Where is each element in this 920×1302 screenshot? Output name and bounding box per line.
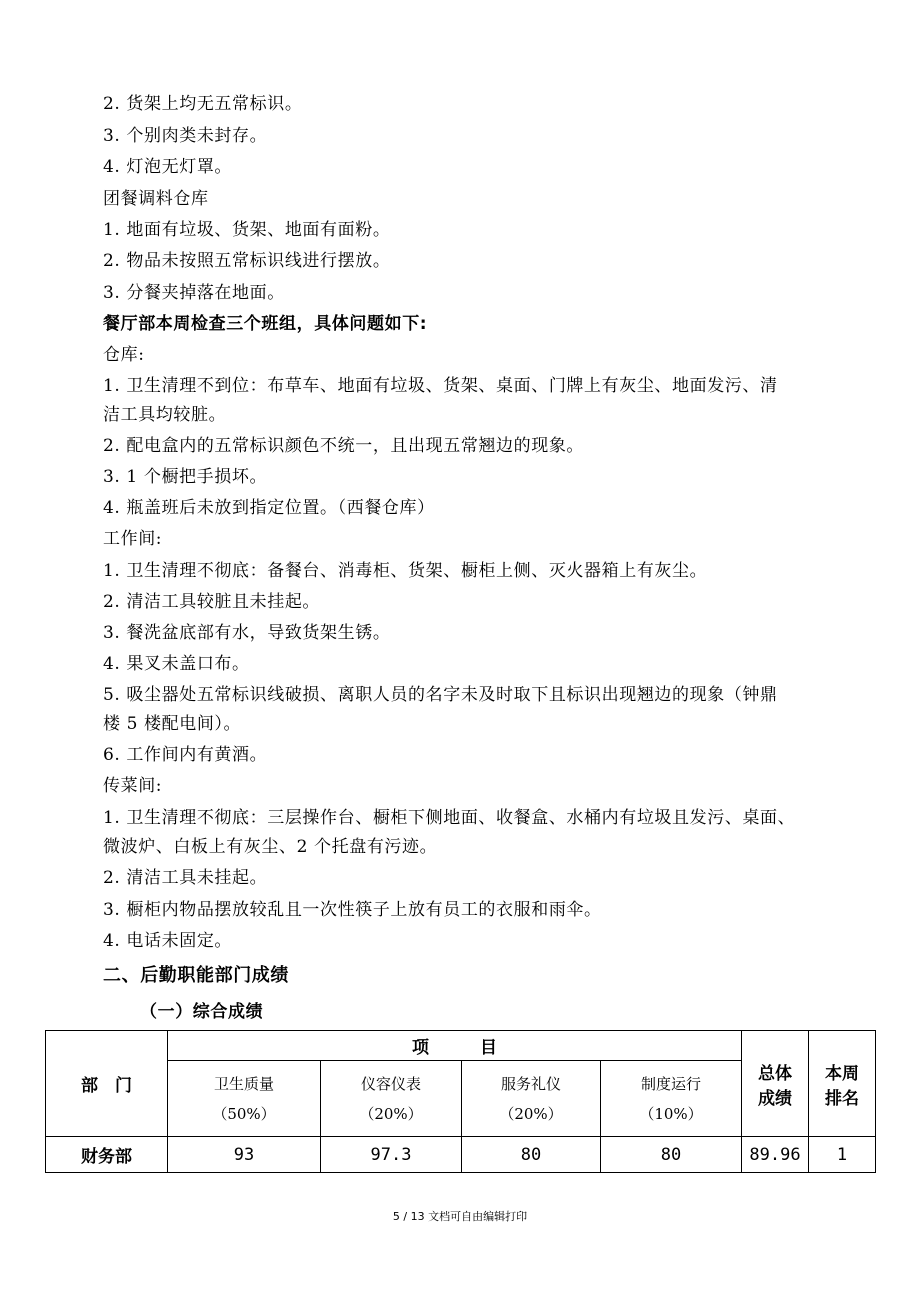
text-line: 洁工具均较脏。 [103, 405, 227, 425]
text-line: 3. 分餐夹掉落在地面。 [103, 283, 285, 303]
text-line: 4. 灯泡无灯罩。 [103, 157, 233, 177]
text-line: 微波炉、白板上有灰尘、2 个托盘有污迹。 [103, 837, 438, 857]
total-header-line1: 总体 [758, 1063, 792, 1084]
text-line: 楼 5 楼配电间）。 [103, 714, 242, 734]
text-line: 2. 清洁工具未挂起。 [103, 868, 268, 888]
score-cell: 97.3 [321, 1137, 462, 1173]
item-header [462, 1061, 601, 1137]
rank-header [809, 1031, 876, 1137]
item-header [168, 1061, 321, 1137]
text-line: 4. 瓶盖班后未放到指定位置。（西餐仓库） [103, 498, 435, 518]
rank-header-line1: 本周 [825, 1063, 859, 1084]
scores-table [45, 1030, 876, 1173]
text-line: 工作间: [103, 529, 163, 549]
bold-heading: 餐厅部本周检查三个班组，具体问题如下: [103, 314, 428, 334]
text-line: 1. 地面有垃圾、货架、地面有面粉。 [103, 220, 391, 240]
text-line: 传菜间: [103, 776, 163, 796]
item-header [601, 1061, 742, 1137]
text-line: 1. 卫生清理不到位：布草车、地面有垃圾、货架、桌面、门牌上有灰尘、地面发污、清 [103, 376, 778, 396]
project-header: 项 目 [168, 1031, 742, 1061]
rank-header-line2: 排名 [825, 1088, 859, 1109]
rank-cell: 1 [809, 1137, 876, 1173]
item-name: 服务礼仪 [500, 1074, 561, 1093]
dept-cell: 财务部 [46, 1137, 168, 1173]
sub-heading: （一）综合成绩 [140, 1002, 264, 1022]
text-line: 4. 电话未固定。 [103, 931, 233, 951]
score-cell: 80 [601, 1137, 742, 1173]
text-line: 1. 卫生清理不彻底：备餐台、消毒柜、货架、橱柜上侧、灭火器箱上有灰尘。 [103, 561, 708, 581]
item-name: 制度运行 [640, 1074, 701, 1093]
dept-header: 部 门 [46, 1031, 168, 1137]
text-line: 3. 餐洗盆底部有水，导致货架生锈。 [103, 623, 391, 643]
section-heading: 二、后勤职能部门成绩 [103, 965, 289, 986]
text-line: 2. 货架上均无五常标识。 [103, 94, 303, 114]
text-line: 3. 橱柜内物品摆放较乱且一次性筷子上放有员工的衣服和雨伞。 [103, 900, 602, 920]
total-header-line2: 成绩 [758, 1088, 792, 1109]
text-line: 1. 卫生清理不彻底：三层操作台、橱柜下侧地面、收餐盒、水桶内有垃圾且发污、桌面、 [103, 808, 796, 828]
total-header [742, 1031, 809, 1137]
text-line: 2. 清洁工具较脏且未挂起。 [103, 592, 321, 612]
text-line: 6. 工作间内有黄酒。 [103, 745, 268, 765]
text-line: 3. 1 个橱把手损坏。 [103, 467, 268, 487]
item-name: 卫生质量 [213, 1074, 274, 1093]
table-row [46, 1137, 876, 1173]
item-header [321, 1061, 462, 1137]
text-line: 仓库: [103, 345, 145, 365]
text-line: 4. 果叉未盖口布。 [103, 654, 250, 674]
text-line: 2. 物品未按照五常标识线进行摆放。 [103, 251, 391, 271]
item-weight: （20%） [499, 1104, 563, 1123]
page-footer: 5 / 13 文档可自由编辑打印 [392, 1210, 528, 1223]
item-weight: （20%） [359, 1104, 423, 1123]
item-name: 仪容仪表 [360, 1074, 421, 1093]
item-weight: （10%） [639, 1104, 703, 1123]
text-line: 2. 配电盒内的五常标识颜色不统一，且出现五常翘边的现象。 [103, 436, 585, 456]
score-cell: 80 [462, 1137, 601, 1173]
total-cell: 89.96 [742, 1137, 809, 1173]
text-line: 3. 个别肉类未封存。 [103, 126, 268, 146]
item-weight: （50%） [212, 1104, 276, 1123]
text-line: 5. 吸尘器处五常标识线破损、离职人员的名字未及时取下且标识出现翘边的现象（钟鼎 [103, 685, 778, 705]
score-cell: 93 [168, 1137, 321, 1173]
text-line: 团餐调料仓库 [103, 189, 209, 209]
